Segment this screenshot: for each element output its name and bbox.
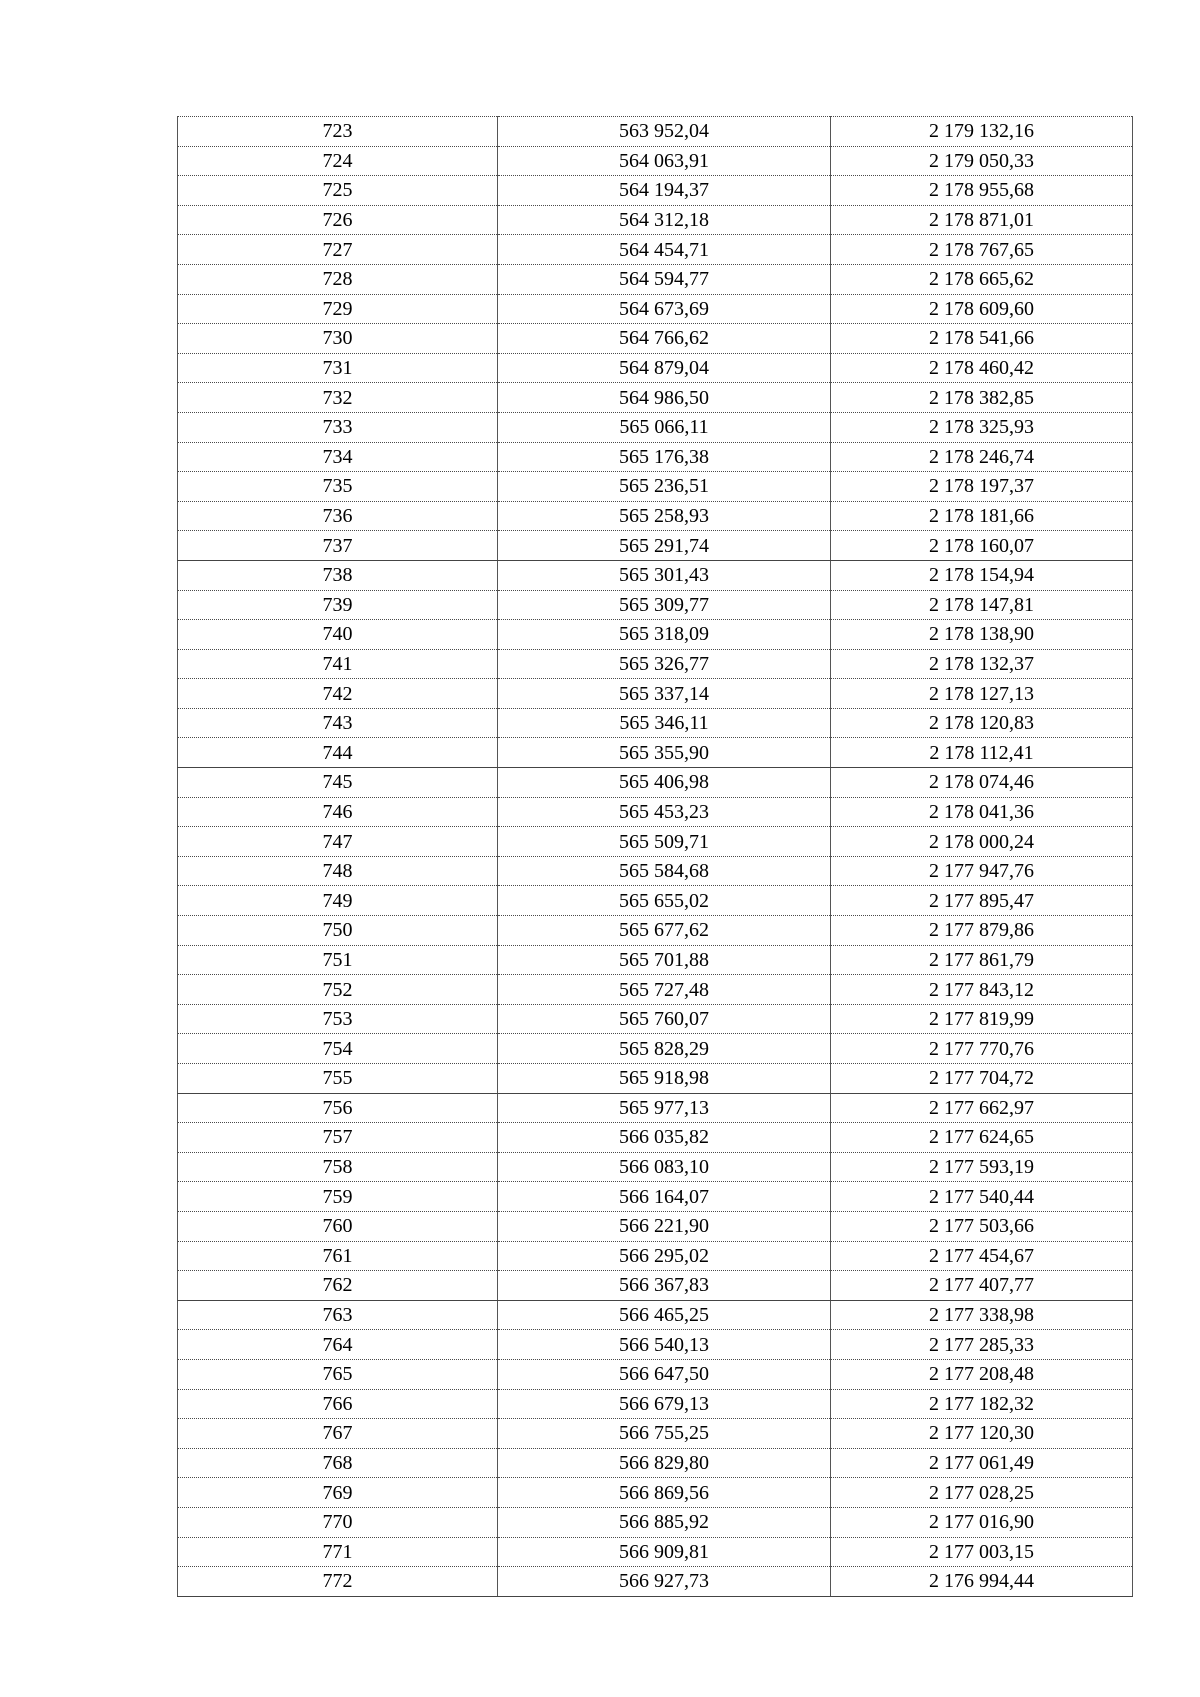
x-coordinate-cell: 565 760,07 (498, 1004, 831, 1034)
table-row (178, 324, 1133, 354)
table-row (178, 1271, 1133, 1301)
x-coordinate-cell: 565 453,23 (498, 797, 831, 827)
y-coordinate-cell: 2 177 540,44 (831, 1182, 1133, 1212)
table-row (178, 679, 1133, 709)
y-coordinate-cell: 2 178 000,24 (831, 827, 1133, 857)
table-row (178, 235, 1133, 265)
x-coordinate-cell: 565 655,02 (498, 886, 831, 916)
y-coordinate-cell: 2 177 016,90 (831, 1507, 1133, 1537)
point-number-cell: 754 (178, 1034, 498, 1064)
x-coordinate-cell: 565 355,90 (498, 738, 831, 768)
point-number-cell: 724 (178, 146, 498, 176)
point-number-cell: 740 (178, 620, 498, 650)
y-coordinate-cell: 2 178 138,90 (831, 620, 1133, 650)
table-row (178, 560, 1133, 590)
point-number-cell: 725 (178, 176, 498, 206)
y-coordinate-cell: 2 178 955,68 (831, 176, 1133, 206)
point-number-cell: 743 (178, 708, 498, 738)
x-coordinate-cell: 565 326,77 (498, 649, 831, 679)
x-coordinate-cell: 566 367,83 (498, 1271, 831, 1301)
table-row (178, 264, 1133, 294)
table-row (178, 886, 1133, 916)
point-number-cell: 739 (178, 590, 498, 620)
y-coordinate-cell: 2 178 246,74 (831, 442, 1133, 472)
y-coordinate-cell: 2 177 003,15 (831, 1537, 1133, 1567)
table-row (178, 353, 1133, 383)
y-coordinate-cell: 2 177 662,97 (831, 1093, 1133, 1123)
x-coordinate-cell: 566 829,80 (498, 1448, 831, 1478)
table-row (178, 501, 1133, 531)
x-coordinate-cell: 565 828,29 (498, 1034, 831, 1064)
table-row (178, 1241, 1133, 1271)
y-coordinate-cell: 2 178 041,36 (831, 797, 1133, 827)
table-row (178, 1537, 1133, 1567)
point-number-cell: 729 (178, 294, 498, 324)
y-coordinate-cell: 2 177 843,12 (831, 975, 1133, 1005)
point-number-cell: 731 (178, 353, 498, 383)
point-number-cell: 757 (178, 1123, 498, 1153)
point-number-cell: 735 (178, 472, 498, 502)
point-number-cell: 738 (178, 560, 498, 590)
y-coordinate-cell: 2 177 947,76 (831, 856, 1133, 886)
table-row (178, 1123, 1133, 1153)
table-row (178, 1567, 1133, 1597)
table-row (178, 1211, 1133, 1241)
y-coordinate-cell: 2 177 895,47 (831, 886, 1133, 916)
x-coordinate-cell: 566 465,25 (498, 1300, 831, 1330)
y-coordinate-cell: 2 177 624,65 (831, 1123, 1133, 1153)
point-number-cell: 766 (178, 1389, 498, 1419)
point-number-cell: 762 (178, 1271, 498, 1301)
x-coordinate-cell: 565 176,38 (498, 442, 831, 472)
x-coordinate-cell: 565 701,88 (498, 945, 831, 975)
point-number-cell: 771 (178, 1537, 498, 1567)
point-number-cell: 734 (178, 442, 498, 472)
point-number-cell: 730 (178, 324, 498, 354)
x-coordinate-cell: 564 986,50 (498, 383, 831, 413)
point-number-cell: 758 (178, 1152, 498, 1182)
point-number-cell: 767 (178, 1419, 498, 1449)
point-number-cell: 751 (178, 945, 498, 975)
point-number-cell: 744 (178, 738, 498, 768)
point-number-cell: 769 (178, 1478, 498, 1508)
x-coordinate-cell: 566 164,07 (498, 1182, 831, 1212)
y-coordinate-cell: 2 178 325,93 (831, 412, 1133, 442)
x-coordinate-cell: 564 454,71 (498, 235, 831, 265)
point-number-cell: 746 (178, 797, 498, 827)
table-row (178, 442, 1133, 472)
table-row (178, 649, 1133, 679)
point-number-cell: 764 (178, 1330, 498, 1360)
table-row (178, 1152, 1133, 1182)
table-row (178, 856, 1133, 886)
table-row (178, 176, 1133, 206)
x-coordinate-cell: 566 083,10 (498, 1152, 831, 1182)
point-number-cell: 770 (178, 1507, 498, 1537)
point-number-cell: 761 (178, 1241, 498, 1271)
table-row (178, 294, 1133, 324)
y-coordinate-cell: 2 177 028,25 (831, 1478, 1133, 1508)
y-coordinate-cell: 2 178 767,65 (831, 235, 1133, 265)
y-coordinate-cell: 2 177 407,77 (831, 1271, 1133, 1301)
point-number-cell: 745 (178, 768, 498, 798)
x-coordinate-cell: 565 309,77 (498, 590, 831, 620)
point-number-cell: 768 (178, 1448, 498, 1478)
point-number-cell: 753 (178, 1004, 498, 1034)
y-coordinate-cell: 2 177 285,33 (831, 1330, 1133, 1360)
point-number-cell: 748 (178, 856, 498, 886)
table-row (178, 827, 1133, 857)
point-number-cell: 756 (178, 1093, 498, 1123)
x-coordinate-cell: 566 295,02 (498, 1241, 831, 1271)
table-row (178, 1389, 1133, 1419)
point-number-cell: 726 (178, 205, 498, 235)
y-coordinate-cell: 2 178 074,46 (831, 768, 1133, 798)
table-row (178, 797, 1133, 827)
table-row (178, 117, 1133, 147)
x-coordinate-cell: 566 035,82 (498, 1123, 831, 1153)
y-coordinate-cell: 2 177 338,98 (831, 1300, 1133, 1330)
x-coordinate-cell: 565 406,98 (498, 768, 831, 798)
x-coordinate-cell: 565 318,09 (498, 620, 831, 650)
table-row (178, 1507, 1133, 1537)
x-coordinate-cell: 566 755,25 (498, 1419, 831, 1449)
y-coordinate-cell: 2 178 197,37 (831, 472, 1133, 502)
x-coordinate-cell: 565 918,98 (498, 1064, 831, 1094)
x-coordinate-cell: 564 063,91 (498, 146, 831, 176)
coordinates-table (177, 116, 1133, 1597)
point-number-cell: 723 (178, 117, 498, 147)
y-coordinate-cell: 2 178 160,07 (831, 531, 1133, 561)
x-coordinate-cell: 566 909,81 (498, 1537, 831, 1567)
table-row (178, 1478, 1133, 1508)
point-number-cell: 736 (178, 501, 498, 531)
x-coordinate-cell: 565 066,11 (498, 412, 831, 442)
point-number-cell: 750 (178, 916, 498, 946)
y-coordinate-cell: 2 178 132,37 (831, 649, 1133, 679)
table-row (178, 1330, 1133, 1360)
point-number-cell: 727 (178, 235, 498, 265)
x-coordinate-cell: 564 766,62 (498, 324, 831, 354)
y-coordinate-cell: 2 177 503,66 (831, 1211, 1133, 1241)
table-row (178, 146, 1133, 176)
table-row (178, 1034, 1133, 1064)
y-coordinate-cell: 2 177 704,72 (831, 1064, 1133, 1094)
y-coordinate-cell: 2 178 541,66 (831, 324, 1133, 354)
point-number-cell: 755 (178, 1064, 498, 1094)
y-coordinate-cell: 2 177 208,48 (831, 1359, 1133, 1389)
x-coordinate-cell: 565 509,71 (498, 827, 831, 857)
point-number-cell: 732 (178, 383, 498, 413)
x-coordinate-cell: 565 301,43 (498, 560, 831, 590)
y-coordinate-cell: 2 177 593,19 (831, 1152, 1133, 1182)
table-row (178, 768, 1133, 798)
y-coordinate-cell: 2 177 454,67 (831, 1241, 1133, 1271)
x-coordinate-cell: 565 258,93 (498, 501, 831, 531)
x-coordinate-cell: 565 677,62 (498, 916, 831, 946)
y-coordinate-cell: 2 178 609,60 (831, 294, 1133, 324)
coordinates-table-body (178, 117, 1133, 1597)
table-row (178, 1419, 1133, 1449)
y-coordinate-cell: 2 178 154,94 (831, 560, 1133, 590)
table-row (178, 531, 1133, 561)
x-coordinate-cell: 564 194,37 (498, 176, 831, 206)
y-coordinate-cell: 2 177 120,30 (831, 1419, 1133, 1449)
x-coordinate-cell: 565 236,51 (498, 472, 831, 502)
table-row (178, 738, 1133, 768)
point-number-cell: 772 (178, 1567, 498, 1597)
x-coordinate-cell: 565 337,14 (498, 679, 831, 709)
y-coordinate-cell: 2 178 127,13 (831, 679, 1133, 709)
y-coordinate-cell: 2 177 819,99 (831, 1004, 1133, 1034)
y-coordinate-cell: 2 178 112,41 (831, 738, 1133, 768)
y-coordinate-cell: 2 178 382,85 (831, 383, 1133, 413)
table-row (178, 1182, 1133, 1212)
table-row (178, 1064, 1133, 1094)
x-coordinate-cell: 565 291,74 (498, 531, 831, 561)
x-coordinate-cell: 564 673,69 (498, 294, 831, 324)
x-coordinate-cell: 566 885,92 (498, 1507, 831, 1537)
x-coordinate-cell: 565 977,13 (498, 1093, 831, 1123)
point-number-cell: 765 (178, 1359, 498, 1389)
table-row (178, 1359, 1133, 1389)
table-row (178, 708, 1133, 738)
y-coordinate-cell: 2 178 665,62 (831, 264, 1133, 294)
point-number-cell: 742 (178, 679, 498, 709)
table-row (178, 1093, 1133, 1123)
point-number-cell: 737 (178, 531, 498, 561)
y-coordinate-cell: 2 177 061,49 (831, 1448, 1133, 1478)
table-row (178, 412, 1133, 442)
x-coordinate-cell: 565 727,48 (498, 975, 831, 1005)
point-number-cell: 759 (178, 1182, 498, 1212)
y-coordinate-cell: 2 177 770,76 (831, 1034, 1133, 1064)
point-number-cell: 741 (178, 649, 498, 679)
table-row (178, 205, 1133, 235)
x-coordinate-cell: 566 647,50 (498, 1359, 831, 1389)
x-coordinate-cell: 564 879,04 (498, 353, 831, 383)
table-row (178, 620, 1133, 650)
x-coordinate-cell: 566 679,13 (498, 1389, 831, 1419)
y-coordinate-cell: 2 179 132,16 (831, 117, 1133, 147)
y-coordinate-cell: 2 178 147,81 (831, 590, 1133, 620)
x-coordinate-cell: 566 221,90 (498, 1211, 831, 1241)
y-coordinate-cell: 2 178 460,42 (831, 353, 1133, 383)
point-number-cell: 728 (178, 264, 498, 294)
y-coordinate-cell: 2 177 861,79 (831, 945, 1133, 975)
y-coordinate-cell: 2 176 994,44 (831, 1567, 1133, 1597)
y-coordinate-cell: 2 178 120,83 (831, 708, 1133, 738)
point-number-cell: 749 (178, 886, 498, 916)
y-coordinate-cell: 2 179 050,33 (831, 146, 1133, 176)
table-row (178, 1300, 1133, 1330)
y-coordinate-cell: 2 178 181,66 (831, 501, 1133, 531)
point-number-cell: 752 (178, 975, 498, 1005)
point-number-cell: 747 (178, 827, 498, 857)
x-coordinate-cell: 563 952,04 (498, 117, 831, 147)
table-row (178, 916, 1133, 946)
point-number-cell: 733 (178, 412, 498, 442)
x-coordinate-cell: 566 869,56 (498, 1478, 831, 1508)
table-row (178, 472, 1133, 502)
table-row (178, 1448, 1133, 1478)
table-row (178, 1004, 1133, 1034)
point-number-cell: 760 (178, 1211, 498, 1241)
x-coordinate-cell: 566 927,73 (498, 1567, 831, 1597)
table-row (178, 975, 1133, 1005)
y-coordinate-cell: 2 177 182,32 (831, 1389, 1133, 1419)
x-coordinate-cell: 565 346,11 (498, 708, 831, 738)
x-coordinate-cell: 565 584,68 (498, 856, 831, 886)
table-row (178, 945, 1133, 975)
x-coordinate-cell: 566 540,13 (498, 1330, 831, 1360)
x-coordinate-cell: 564 312,18 (498, 205, 831, 235)
table-row (178, 590, 1133, 620)
y-coordinate-cell: 2 177 879,86 (831, 916, 1133, 946)
point-number-cell: 763 (178, 1300, 498, 1330)
x-coordinate-cell: 564 594,77 (498, 264, 831, 294)
y-coordinate-cell: 2 178 871,01 (831, 205, 1133, 235)
table-row (178, 383, 1133, 413)
